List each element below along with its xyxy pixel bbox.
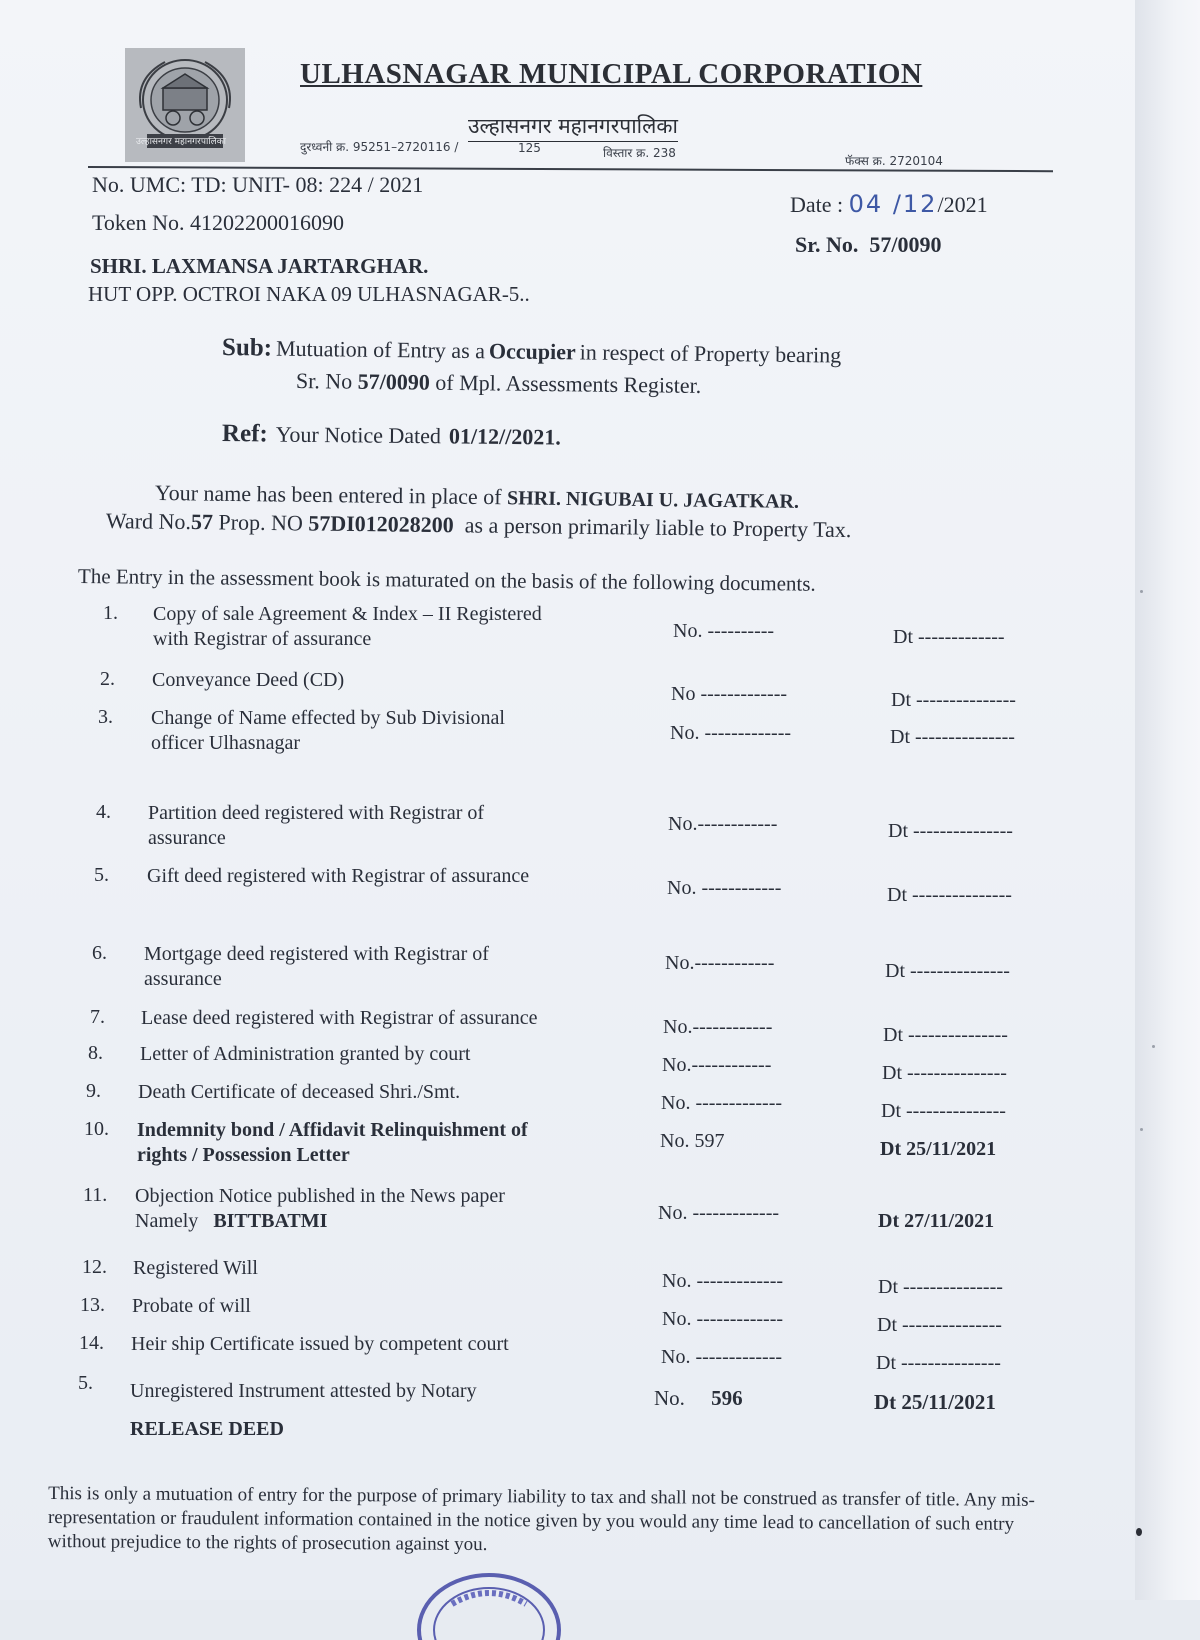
subject-text: Mutuation of Entry as a [275, 335, 486, 364]
item-line: Unregistered Instrument attested by Notary [130, 1380, 477, 1402]
item-line: rights / Possession Letter [137, 1144, 350, 1166]
subject-text-end: in respect of Property bearing [579, 339, 842, 368]
addressee-address: HUT OPP. OCTROI NAKA 09 ULHASNAGAR-5.. [88, 282, 530, 306]
item-description [137, 1118, 607, 1168]
item-line [135, 1209, 617, 1234]
item-line: Conveyance Deed (CD) [152, 669, 345, 691]
item-description [144, 942, 624, 992]
item-description [130, 1372, 610, 1448]
item-date: Dt 27/11/2021 [878, 1210, 995, 1232]
item-description [138, 1080, 618, 1105]
date-year: /2021 [937, 192, 988, 217]
item-description [152, 668, 627, 693]
item-date: Dt --------------- [878, 1276, 1003, 1298]
item-no: No. 597 [660, 1130, 725, 1152]
item-no: No. ------------- [661, 1092, 783, 1114]
item-date: Dt 25/11/2021 [874, 1390, 996, 1414]
item-number: 9. [86, 1080, 101, 1102]
item-description [140, 1042, 620, 1067]
property-label: Prop. NO [218, 509, 303, 536]
previous-owner: SHRI. NIGUBAI U. JAGATKAR. [506, 487, 800, 513]
extension-number: विस्तार क्र. 238 [603, 146, 676, 160]
item-description [131, 1332, 611, 1357]
item-line: Objection Notice published in the News paper [135, 1185, 505, 1207]
item-number: 13. [80, 1294, 105, 1316]
disclaimer-text: This is only a mutuation of entry for the purpose of primary liability to tax and shall not be construed as transfer of title. Any mis-representation or fraudulent information contained in the notice given by you would any time lead to cancellation of such entry without prejudice to the rights of prosecution against you. [47, 1483, 1035, 1556]
seal-caption: उल्हासनगर महानगरपालिका [136, 137, 226, 147]
item-no: No ------------- [671, 683, 788, 705]
item-no [654, 1386, 743, 1411]
body-text: Your name has been entered in place of [154, 480, 502, 510]
item-date: Dt --------------- [883, 1024, 1008, 1046]
item-date: Dt --------------- [888, 820, 1013, 842]
paper-speck [1152, 1045, 1155, 1048]
item-line: Heir ship Certificate issued by competent court [131, 1333, 509, 1355]
item-line: Lease deed registered with Registrar of assurance [141, 1007, 538, 1029]
subject-line-2 [296, 368, 702, 399]
property-number: 57DI012028200 [308, 510, 454, 538]
release-deed-label: RELEASE DEED [130, 1418, 284, 1440]
item-no: No. ------------- [658, 1202, 780, 1224]
item-line: Mortgage deed registered with Registrar of [144, 943, 489, 965]
item-number: 10. [84, 1118, 109, 1140]
page-edge [1135, 0, 1200, 1600]
item-no: No.------------ [662, 1054, 772, 1076]
newspaper-label: Namely [135, 1210, 199, 1232]
paper-speck [1136, 1528, 1142, 1536]
item-line: Gift deed registered with Registrar of assurance [147, 865, 530, 887]
stamp-seal-icon [412, 1560, 567, 1640]
item-date: Dt --------------- [887, 884, 1012, 906]
organization-name-hindi: उल्हासनगर महानगरपालिका [468, 112, 678, 142]
item-description [153, 602, 628, 652]
item-no-value: 596 [711, 1386, 743, 1410]
subject-sr-value: 57/0090 [357, 368, 431, 395]
paper-speck [1140, 590, 1143, 593]
subject-sr-label: Sr. No [295, 368, 353, 394]
phone-extension: 125 [518, 141, 541, 155]
item-no: No. ------------- [670, 722, 792, 744]
item-description [148, 801, 626, 851]
item-no: No. ------------- [661, 1346, 783, 1368]
item-line: Probate of will [132, 1295, 251, 1317]
item-number: 8. [88, 1042, 103, 1064]
item-no: No.------------ [665, 952, 775, 974]
documents-intro: The Entry in the assessment book is maturated on the basis of the following documents. [77, 564, 816, 596]
serial-value: 57/0090 [869, 232, 942, 257]
reference-number: No. UMC: TD: UNIT- 08: 224 / 2021 [92, 172, 424, 197]
serial-number [795, 232, 942, 258]
item-number: 14. [79, 1332, 104, 1354]
subject-occupier: Occupier [488, 338, 576, 365]
item-number: 6. [92, 942, 107, 964]
item-number: 5. [94, 864, 109, 886]
item-no: No. ---------- [673, 620, 775, 642]
reference-line [222, 420, 561, 452]
date-field [790, 190, 988, 218]
reference-text: Your Notice Dated [275, 421, 442, 449]
serial-label: Sr. No. [795, 232, 859, 257]
liability-text: as a person primarily liable to Property Tax. [464, 512, 852, 543]
item-line: officer Ulhasnagar [151, 732, 301, 754]
subject-label: Sub: [221, 334, 273, 362]
token-number: Token No. 41202200016090 [92, 210, 345, 235]
item-description [141, 1006, 621, 1031]
item-number: 4. [96, 801, 111, 823]
item-line: Death Certificate of deceased Shri./Smt. [138, 1081, 461, 1103]
item-no: No.------------ [668, 813, 778, 835]
item-line: Indemnity bond / Affidavit Relinquishment of [137, 1119, 528, 1141]
item-number: 3. [98, 706, 113, 728]
item-number: 12. [82, 1256, 107, 1278]
item-description [132, 1294, 612, 1319]
item-date: Dt --------------- [876, 1352, 1001, 1374]
item-line: assurance [144, 968, 222, 990]
item-line: with Registrar of assurance [153, 628, 372, 650]
item-description [135, 1184, 617, 1234]
reference-label: Ref: [221, 420, 268, 448]
item-date: Dt --------------- [881, 1100, 1006, 1122]
item-line: Partition deed registered with Registrar of [148, 802, 485, 824]
item-no-label: No. [654, 1386, 685, 1410]
reference-date: 01/12//2021. [448, 423, 561, 450]
newspaper-name: BITTBATMI [213, 1210, 328, 1232]
item-number: 11. [83, 1184, 108, 1206]
item-number: 2. [100, 668, 115, 690]
item-description [133, 1256, 613, 1281]
item-number: 7. [90, 1006, 105, 1028]
item-number: 5. [78, 1372, 93, 1394]
item-no: No. ------------- [662, 1308, 784, 1330]
item-description [151, 706, 626, 756]
date-label: Date : [790, 192, 844, 217]
handwritten-date: 04 /12 [848, 190, 938, 218]
ward-number: 57 [190, 509, 214, 535]
organization-name: ULHASNAGAR MUNICIPAL CORPORATION [300, 58, 923, 90]
phone-number: दुरध्वनी क्र. 95251–2720116 / [300, 140, 459, 154]
subject-register: of Mpl. Assessments Register. [435, 369, 702, 398]
item-date: Dt --------------- [877, 1314, 1002, 1336]
item-date: Dt --------------- [891, 689, 1016, 711]
item-date: Dt ------------- [893, 626, 1005, 648]
item-no: No.------------ [663, 1016, 773, 1038]
item-date: Dt 25/11/2021 [880, 1138, 997, 1160]
item-no: No. ------------ [667, 877, 782, 899]
ward-label: Ward No. [105, 508, 192, 535]
item-no: No. ------------- [662, 1270, 784, 1292]
item-date: Dt --------------- [885, 960, 1010, 982]
item-line: Registered Will [133, 1257, 258, 1279]
item-line: assurance [148, 827, 226, 849]
item-number: 1. [103, 602, 118, 624]
item-date: Dt --------------- [882, 1062, 1007, 1084]
item-line: Copy of sale Agreement & Index – II Registered [153, 603, 542, 625]
item-description [147, 864, 625, 889]
addressee-name: SHRI. LAXMANSA JARTARGHAR. [90, 254, 429, 278]
fax-number: फॅक्स क्र. 2720104 [845, 154, 943, 168]
item-line: Change of Name effected by Sub Divisional [151, 707, 505, 729]
paper-speck [1140, 1128, 1143, 1131]
item-line: Letter of Administration granted by court [140, 1043, 471, 1065]
item-date: Dt --------------- [890, 726, 1015, 748]
